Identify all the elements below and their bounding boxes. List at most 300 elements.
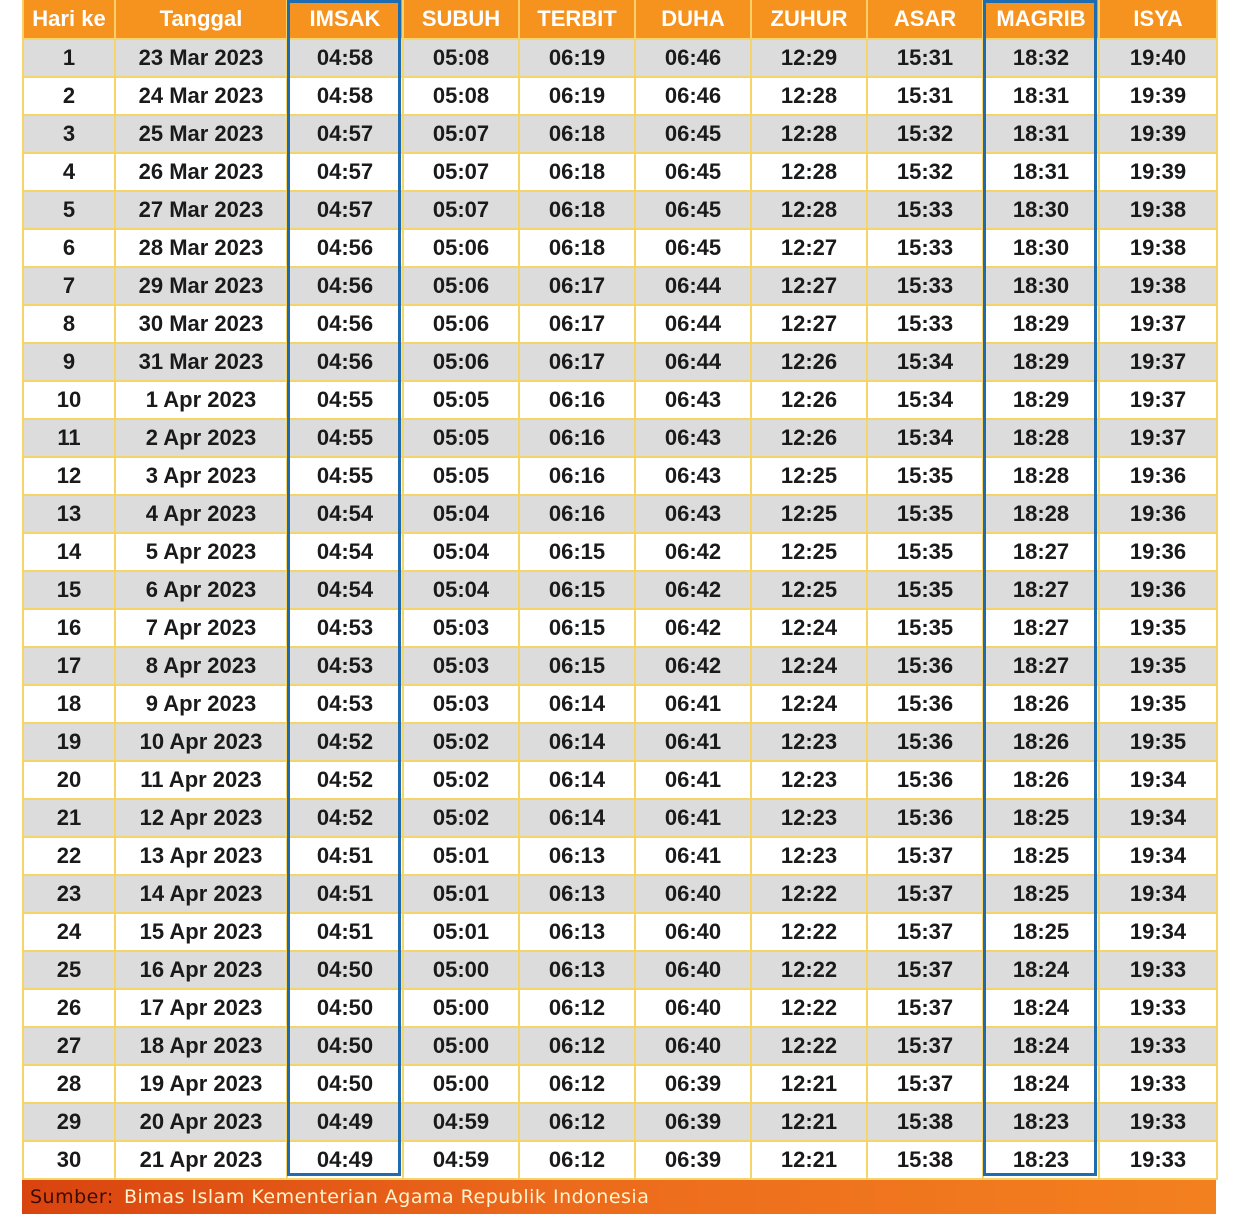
cell-subuh: 05:06 <box>403 305 519 343</box>
cell-magrib: 18:28 <box>983 457 1099 495</box>
cell-duha: 06:45 <box>635 153 751 191</box>
cell-terbit: 06:17 <box>519 343 635 381</box>
cell-magrib: 18:27 <box>983 647 1099 685</box>
cell-hari-ke: 23 <box>23 875 115 913</box>
cell-asar: 15:38 <box>867 1141 983 1179</box>
cell-zuhur: 12:26 <box>751 343 867 381</box>
cell-magrib: 18:25 <box>983 799 1099 837</box>
cell-terbit: 06:15 <box>519 533 635 571</box>
table-row <box>23 875 1217 913</box>
cell-magrib: 18:23 <box>983 1141 1099 1179</box>
source-label: Sumber: <box>30 1186 114 1208</box>
table-row <box>23 837 1217 875</box>
cell-imsak: 04:55 <box>287 457 403 495</box>
cell-duha: 06:41 <box>635 685 751 723</box>
cell-duha: 06:44 <box>635 305 751 343</box>
cell-imsak: 04:52 <box>287 799 403 837</box>
cell-hari-ke: 11 <box>23 419 115 457</box>
cell-subuh: 04:59 <box>403 1103 519 1141</box>
cell-subuh: 05:00 <box>403 1065 519 1103</box>
cell-imsak: 04:55 <box>287 419 403 457</box>
cell-imsak: 04:54 <box>287 533 403 571</box>
cell-imsak: 04:49 <box>287 1103 403 1141</box>
cell-hari-ke: 10 <box>23 381 115 419</box>
cell-terbit: 06:13 <box>519 913 635 951</box>
cell-terbit: 06:19 <box>519 77 635 115</box>
cell-subuh: 05:00 <box>403 1027 519 1065</box>
cell-imsak: 04:53 <box>287 685 403 723</box>
cell-hari-ke: 17 <box>23 647 115 685</box>
cell-isya: 19:33 <box>1099 1141 1217 1179</box>
cell-tanggal: 17 Apr 2023 <box>115 989 287 1027</box>
cell-zuhur: 12:21 <box>751 1103 867 1141</box>
cell-imsak: 04:53 <box>287 647 403 685</box>
cell-asar: 15:37 <box>867 913 983 951</box>
cell-isya: 19:38 <box>1099 229 1217 267</box>
cell-asar: 15:37 <box>867 875 983 913</box>
cell-magrib: 18:27 <box>983 571 1099 609</box>
cell-duha: 06:40 <box>635 875 751 913</box>
cell-imsak: 04:54 <box>287 571 403 609</box>
cell-subuh: 05:02 <box>403 723 519 761</box>
cell-imsak: 04:51 <box>287 913 403 951</box>
cell-magrib: 18:29 <box>983 343 1099 381</box>
cell-asar: 15:31 <box>867 39 983 77</box>
cell-hari-ke: 28 <box>23 1065 115 1103</box>
cell-hari-ke: 2 <box>23 77 115 115</box>
cell-duha: 06:42 <box>635 571 751 609</box>
cell-magrib: 18:29 <box>983 305 1099 343</box>
cell-isya: 19:39 <box>1099 115 1217 153</box>
cell-duha: 06:40 <box>635 913 751 951</box>
cell-isya: 19:33 <box>1099 1065 1217 1103</box>
cell-subuh: 04:59 <box>403 1141 519 1179</box>
cell-subuh: 05:01 <box>403 837 519 875</box>
table-row <box>23 533 1217 571</box>
cell-hari-ke: 3 <box>23 115 115 153</box>
cell-magrib: 18:30 <box>983 229 1099 267</box>
cell-subuh: 05:07 <box>403 115 519 153</box>
col-header-isya: ISYA <box>1099 0 1217 39</box>
table-row <box>23 571 1217 609</box>
cell-hari-ke: 8 <box>23 305 115 343</box>
cell-hari-ke: 27 <box>23 1027 115 1065</box>
cell-terbit: 06:17 <box>519 267 635 305</box>
cell-duha: 06:43 <box>635 457 751 495</box>
cell-imsak: 04:52 <box>287 761 403 799</box>
cell-magrib: 18:31 <box>983 115 1099 153</box>
table-row <box>23 495 1217 533</box>
table-row <box>23 609 1217 647</box>
cell-asar: 15:31 <box>867 77 983 115</box>
cell-hari-ke: 14 <box>23 533 115 571</box>
cell-tanggal: 31 Mar 2023 <box>115 343 287 381</box>
cell-magrib: 18:30 <box>983 191 1099 229</box>
table-body <box>23 39 1217 1179</box>
cell-imsak: 04:50 <box>287 1027 403 1065</box>
cell-duha: 06:42 <box>635 533 751 571</box>
cell-terbit: 06:18 <box>519 191 635 229</box>
cell-zuhur: 12:21 <box>751 1141 867 1179</box>
cell-zuhur: 12:28 <box>751 77 867 115</box>
cell-imsak: 04:55 <box>287 381 403 419</box>
cell-zuhur: 12:22 <box>751 1027 867 1065</box>
cell-hari-ke: 5 <box>23 191 115 229</box>
prayer-times-table <box>22 0 1218 1180</box>
cell-asar: 15:37 <box>867 951 983 989</box>
cell-isya: 19:34 <box>1099 761 1217 799</box>
col-header-hari-ke: Hari ke <box>23 0 115 39</box>
table-row <box>23 115 1217 153</box>
cell-hari-ke: 30 <box>23 1141 115 1179</box>
cell-isya: 19:34 <box>1099 837 1217 875</box>
cell-isya: 19:33 <box>1099 1103 1217 1141</box>
cell-terbit: 06:17 <box>519 305 635 343</box>
cell-imsak: 04:56 <box>287 343 403 381</box>
cell-zuhur: 12:27 <box>751 229 867 267</box>
cell-terbit: 06:18 <box>519 153 635 191</box>
table-header-row <box>23 0 1217 39</box>
cell-subuh: 05:02 <box>403 799 519 837</box>
cell-subuh: 05:07 <box>403 191 519 229</box>
table-row <box>23 989 1217 1027</box>
cell-duha: 06:44 <box>635 267 751 305</box>
table-row <box>23 951 1217 989</box>
cell-terbit: 06:14 <box>519 685 635 723</box>
cell-asar: 15:34 <box>867 419 983 457</box>
cell-imsak: 04:56 <box>287 305 403 343</box>
cell-terbit: 06:16 <box>519 381 635 419</box>
cell-subuh: 05:07 <box>403 153 519 191</box>
cell-asar: 15:35 <box>867 571 983 609</box>
cell-magrib: 18:28 <box>983 495 1099 533</box>
table-row <box>23 153 1217 191</box>
cell-isya: 19:37 <box>1099 305 1217 343</box>
cell-imsak: 04:51 <box>287 875 403 913</box>
cell-subuh: 05:06 <box>403 229 519 267</box>
cell-isya: 19:34 <box>1099 875 1217 913</box>
cell-isya: 19:39 <box>1099 77 1217 115</box>
col-header-zuhur: ZUHUR <box>751 0 867 39</box>
cell-terbit: 06:13 <box>519 875 635 913</box>
cell-hari-ke: 24 <box>23 913 115 951</box>
source-footer <box>22 1180 1216 1214</box>
cell-asar: 15:34 <box>867 381 983 419</box>
prayer-schedule <box>22 0 1216 1180</box>
col-header-magrib: MAGRIB <box>983 0 1099 39</box>
cell-zuhur: 12:23 <box>751 723 867 761</box>
cell-hari-ke: 20 <box>23 761 115 799</box>
cell-magrib: 18:27 <box>983 533 1099 571</box>
table-row <box>23 913 1217 951</box>
table-row <box>23 191 1217 229</box>
table-row <box>23 229 1217 267</box>
cell-subuh: 05:06 <box>403 343 519 381</box>
cell-magrib: 18:31 <box>983 77 1099 115</box>
table-row <box>23 381 1217 419</box>
col-header-tanggal: Tanggal <box>115 0 287 39</box>
cell-terbit: 06:15 <box>519 609 635 647</box>
cell-imsak: 04:57 <box>287 191 403 229</box>
cell-subuh: 05:06 <box>403 267 519 305</box>
cell-isya: 19:38 <box>1099 267 1217 305</box>
cell-asar: 15:36 <box>867 799 983 837</box>
cell-tanggal: 20 Apr 2023 <box>115 1103 287 1141</box>
cell-hari-ke: 29 <box>23 1103 115 1141</box>
cell-tanggal: 9 Apr 2023 <box>115 685 287 723</box>
cell-hari-ke: 18 <box>23 685 115 723</box>
cell-hari-ke: 7 <box>23 267 115 305</box>
cell-hari-ke: 25 <box>23 951 115 989</box>
cell-isya: 19:36 <box>1099 457 1217 495</box>
cell-isya: 19:35 <box>1099 609 1217 647</box>
cell-asar: 15:35 <box>867 533 983 571</box>
cell-subuh: 05:04 <box>403 571 519 609</box>
cell-subuh: 05:05 <box>403 381 519 419</box>
cell-zuhur: 12:22 <box>751 913 867 951</box>
cell-imsak: 04:53 <box>287 609 403 647</box>
cell-asar: 15:37 <box>867 1065 983 1103</box>
col-header-terbit: TERBIT <box>519 0 635 39</box>
cell-terbit: 06:14 <box>519 723 635 761</box>
cell-tanggal: 4 Apr 2023 <box>115 495 287 533</box>
cell-magrib: 18:32 <box>983 39 1099 77</box>
cell-hari-ke: 9 <box>23 343 115 381</box>
cell-hari-ke: 21 <box>23 799 115 837</box>
cell-asar: 15:36 <box>867 685 983 723</box>
cell-isya: 19:37 <box>1099 343 1217 381</box>
cell-zuhur: 12:28 <box>751 115 867 153</box>
cell-isya: 19:33 <box>1099 951 1217 989</box>
cell-terbit: 06:18 <box>519 115 635 153</box>
cell-tanggal: 15 Apr 2023 <box>115 913 287 951</box>
cell-zuhur: 12:26 <box>751 381 867 419</box>
cell-magrib: 18:25 <box>983 875 1099 913</box>
cell-tanggal: 10 Apr 2023 <box>115 723 287 761</box>
table-row <box>23 39 1217 77</box>
cell-asar: 15:32 <box>867 153 983 191</box>
cell-tanggal: 18 Apr 2023 <box>115 1027 287 1065</box>
table-row <box>23 343 1217 381</box>
cell-tanggal: 23 Mar 2023 <box>115 39 287 77</box>
cell-subuh: 05:00 <box>403 989 519 1027</box>
table-row <box>23 77 1217 115</box>
cell-imsak: 04:51 <box>287 837 403 875</box>
cell-duha: 06:43 <box>635 381 751 419</box>
cell-isya: 19:34 <box>1099 799 1217 837</box>
cell-imsak: 04:49 <box>287 1141 403 1179</box>
cell-tanggal: 19 Apr 2023 <box>115 1065 287 1103</box>
cell-imsak: 04:50 <box>287 951 403 989</box>
table-row <box>23 305 1217 343</box>
cell-isya: 19:35 <box>1099 723 1217 761</box>
cell-zuhur: 12:28 <box>751 191 867 229</box>
cell-duha: 06:40 <box>635 1027 751 1065</box>
cell-tanggal: 12 Apr 2023 <box>115 799 287 837</box>
cell-asar: 15:33 <box>867 229 983 267</box>
cell-duha: 06:40 <box>635 989 751 1027</box>
cell-terbit: 06:14 <box>519 799 635 837</box>
cell-tanggal: 29 Mar 2023 <box>115 267 287 305</box>
cell-zuhur: 12:22 <box>751 989 867 1027</box>
cell-duha: 06:39 <box>635 1103 751 1141</box>
cell-magrib: 18:28 <box>983 419 1099 457</box>
cell-zuhur: 12:27 <box>751 267 867 305</box>
cell-magrib: 18:24 <box>983 989 1099 1027</box>
cell-terbit: 06:13 <box>519 951 635 989</box>
cell-magrib: 18:23 <box>983 1103 1099 1141</box>
cell-tanggal: 14 Apr 2023 <box>115 875 287 913</box>
cell-imsak: 04:54 <box>287 495 403 533</box>
cell-magrib: 18:25 <box>983 837 1099 875</box>
cell-magrib: 18:26 <box>983 761 1099 799</box>
cell-isya: 19:33 <box>1099 1027 1217 1065</box>
cell-isya: 19:34 <box>1099 913 1217 951</box>
cell-tanggal: 21 Apr 2023 <box>115 1141 287 1179</box>
cell-imsak: 04:50 <box>287 989 403 1027</box>
cell-duha: 06:43 <box>635 495 751 533</box>
col-header-imsak: IMSAK <box>287 0 403 39</box>
cell-zuhur: 12:23 <box>751 837 867 875</box>
cell-asar: 15:37 <box>867 989 983 1027</box>
cell-magrib: 18:27 <box>983 609 1099 647</box>
cell-hari-ke: 15 <box>23 571 115 609</box>
cell-imsak: 04:57 <box>287 115 403 153</box>
cell-terbit: 06:15 <box>519 571 635 609</box>
cell-duha: 06:45 <box>635 229 751 267</box>
table-row <box>23 647 1217 685</box>
cell-hari-ke: 1 <box>23 39 115 77</box>
table-row <box>23 1027 1217 1065</box>
cell-tanggal: 13 Apr 2023 <box>115 837 287 875</box>
cell-magrib: 18:30 <box>983 267 1099 305</box>
cell-terbit: 06:18 <box>519 229 635 267</box>
cell-isya: 19:39 <box>1099 153 1217 191</box>
table-row <box>23 1141 1217 1179</box>
cell-asar: 15:34 <box>867 343 983 381</box>
cell-zuhur: 12:26 <box>751 419 867 457</box>
cell-hari-ke: 6 <box>23 229 115 267</box>
cell-asar: 15:36 <box>867 723 983 761</box>
cell-zuhur: 12:23 <box>751 799 867 837</box>
table-row <box>23 685 1217 723</box>
cell-zuhur: 12:29 <box>751 39 867 77</box>
cell-duha: 06:41 <box>635 799 751 837</box>
cell-magrib: 18:29 <box>983 381 1099 419</box>
cell-zuhur: 12:25 <box>751 533 867 571</box>
cell-zuhur: 12:22 <box>751 875 867 913</box>
cell-magrib: 18:24 <box>983 1027 1099 1065</box>
cell-terbit: 06:12 <box>519 1065 635 1103</box>
cell-asar: 15:36 <box>867 647 983 685</box>
cell-isya: 19:40 <box>1099 39 1217 77</box>
cell-subuh: 05:00 <box>403 951 519 989</box>
cell-subuh: 05:03 <box>403 609 519 647</box>
cell-terbit: 06:13 <box>519 837 635 875</box>
cell-imsak: 04:56 <box>287 229 403 267</box>
cell-duha: 06:44 <box>635 343 751 381</box>
col-header-subuh: SUBUH <box>403 0 519 39</box>
cell-tanggal: 3 Apr 2023 <box>115 457 287 495</box>
table-row <box>23 723 1217 761</box>
cell-subuh: 05:03 <box>403 685 519 723</box>
col-header-asar: ASAR <box>867 0 983 39</box>
cell-magrib: 18:24 <box>983 951 1099 989</box>
cell-terbit: 06:16 <box>519 419 635 457</box>
cell-duha: 06:40 <box>635 951 751 989</box>
cell-duha: 06:42 <box>635 609 751 647</box>
cell-hari-ke: 16 <box>23 609 115 647</box>
table-row <box>23 761 1217 799</box>
cell-zuhur: 12:25 <box>751 571 867 609</box>
cell-isya: 19:37 <box>1099 381 1217 419</box>
cell-duha: 06:46 <box>635 77 751 115</box>
cell-tanggal: 6 Apr 2023 <box>115 571 287 609</box>
cell-isya: 19:38 <box>1099 191 1217 229</box>
cell-tanggal: 7 Apr 2023 <box>115 609 287 647</box>
table-row <box>23 1065 1217 1103</box>
table-row <box>23 799 1217 837</box>
cell-isya: 19:36 <box>1099 571 1217 609</box>
cell-subuh: 05:03 <box>403 647 519 685</box>
cell-zuhur: 12:23 <box>751 761 867 799</box>
cell-tanggal: 1 Apr 2023 <box>115 381 287 419</box>
cell-subuh: 05:08 <box>403 39 519 77</box>
cell-terbit: 06:19 <box>519 39 635 77</box>
cell-asar: 15:38 <box>867 1103 983 1141</box>
cell-duha: 06:45 <box>635 191 751 229</box>
cell-asar: 15:33 <box>867 267 983 305</box>
cell-zuhur: 12:25 <box>751 495 867 533</box>
cell-zuhur: 12:24 <box>751 647 867 685</box>
cell-tanggal: 2 Apr 2023 <box>115 419 287 457</box>
cell-imsak: 04:50 <box>287 1065 403 1103</box>
cell-asar: 15:33 <box>867 191 983 229</box>
cell-duha: 06:41 <box>635 837 751 875</box>
cell-tanggal: 24 Mar 2023 <box>115 77 287 115</box>
cell-zuhur: 12:24 <box>751 609 867 647</box>
cell-asar: 15:36 <box>867 761 983 799</box>
cell-duha: 06:43 <box>635 419 751 457</box>
cell-hari-ke: 12 <box>23 457 115 495</box>
cell-duha: 06:41 <box>635 723 751 761</box>
cell-hari-ke: 22 <box>23 837 115 875</box>
source-text: Bimas Islam Kementerian Agama Republik Indonesia <box>124 1186 650 1208</box>
cell-zuhur: 12:24 <box>751 685 867 723</box>
cell-imsak: 04:57 <box>287 153 403 191</box>
cell-hari-ke: 19 <box>23 723 115 761</box>
cell-tanggal: 25 Mar 2023 <box>115 115 287 153</box>
col-header-duha: DUHA <box>635 0 751 39</box>
cell-subuh: 05:01 <box>403 913 519 951</box>
cell-isya: 19:37 <box>1099 419 1217 457</box>
cell-magrib: 18:26 <box>983 685 1099 723</box>
cell-terbit: 06:14 <box>519 761 635 799</box>
cell-imsak: 04:58 <box>287 77 403 115</box>
cell-tanggal: 28 Mar 2023 <box>115 229 287 267</box>
cell-imsak: 04:58 <box>287 39 403 77</box>
cell-tanggal: 8 Apr 2023 <box>115 647 287 685</box>
cell-isya: 19:36 <box>1099 495 1217 533</box>
cell-duha: 06:42 <box>635 647 751 685</box>
cell-duha: 06:45 <box>635 115 751 153</box>
cell-zuhur: 12:22 <box>751 951 867 989</box>
cell-imsak: 04:52 <box>287 723 403 761</box>
cell-asar: 15:32 <box>867 115 983 153</box>
cell-tanggal: 11 Apr 2023 <box>115 761 287 799</box>
cell-magrib: 18:24 <box>983 1065 1099 1103</box>
cell-asar: 15:35 <box>867 495 983 533</box>
